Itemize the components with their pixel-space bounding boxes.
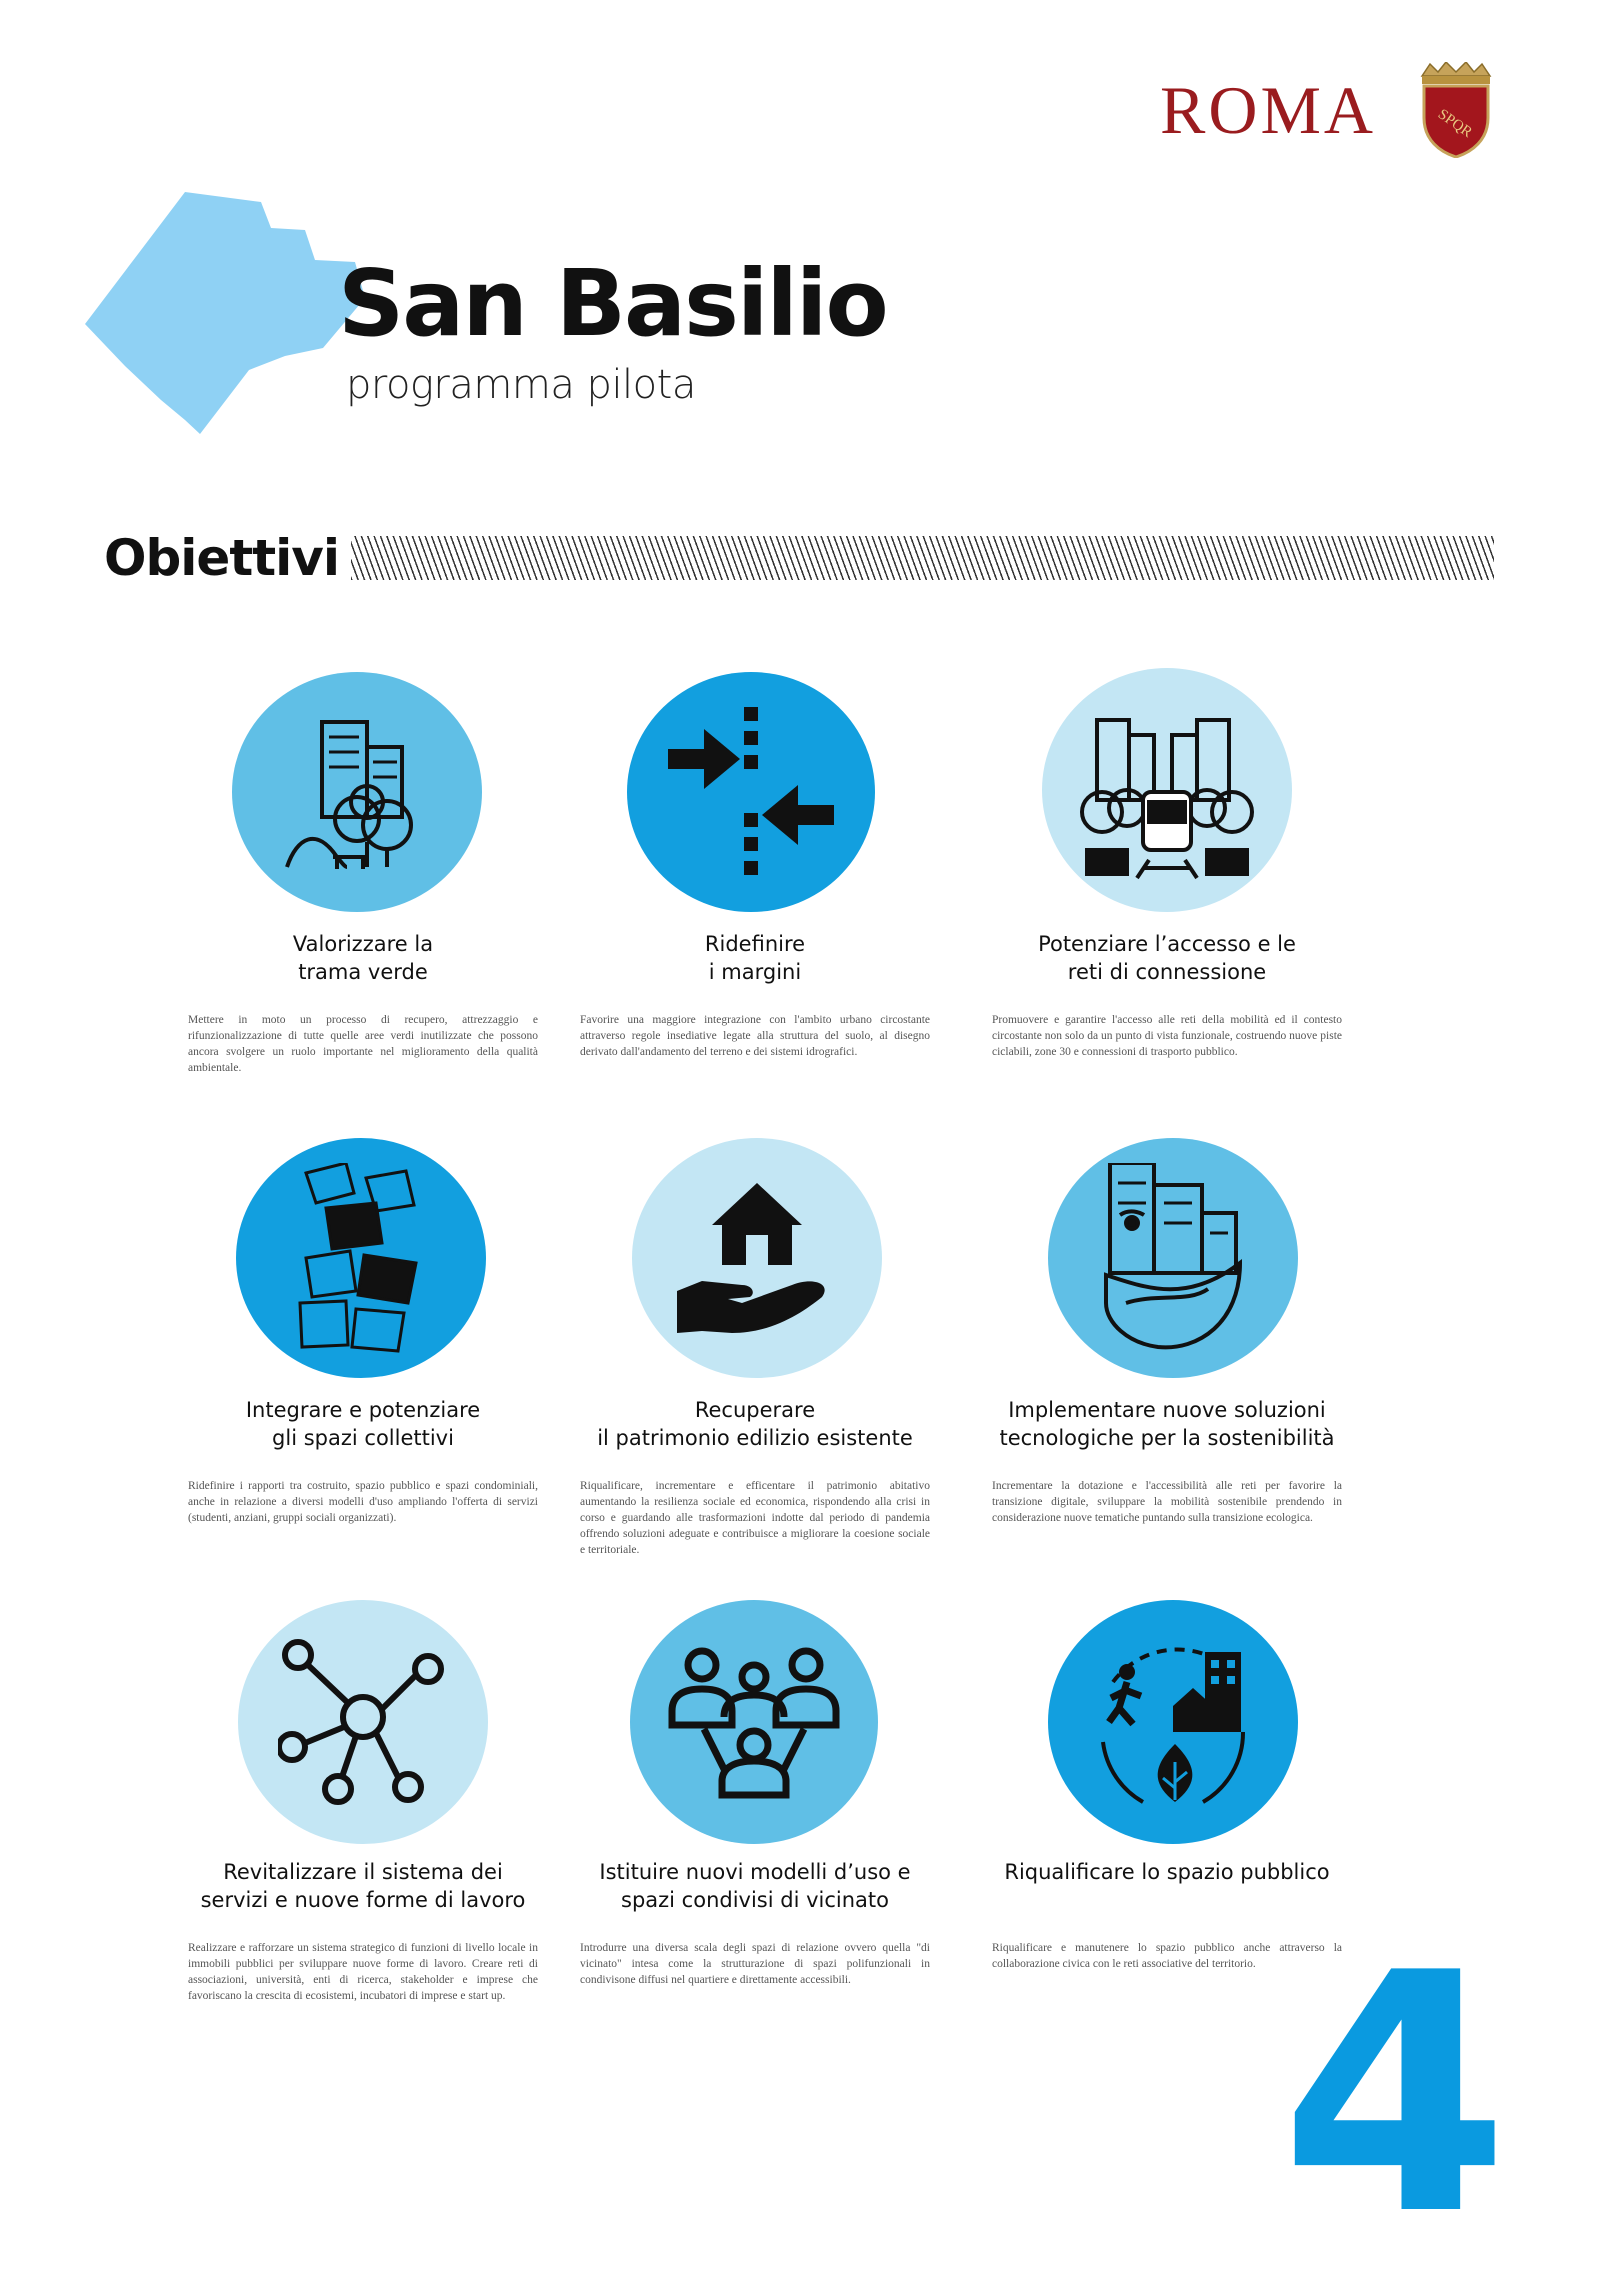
- city-park-icon: [267, 707, 447, 877]
- margins-arrows-icon: [666, 707, 836, 877]
- section-title: Obiettivi: [104, 529, 340, 587]
- smart-city-icon: [1098, 1163, 1248, 1353]
- objective-title-4: Integrare e potenziare gli spazi collettivi: [245, 1398, 481, 1450]
- roma-logo: [1160, 62, 1496, 158]
- objective-title-2: Ridefinire i margini: [704, 932, 806, 984]
- svg-text:SPQR: SPQR: [1434, 106, 1475, 141]
- page-number: 4: [1280, 1903, 1510, 2287]
- objective-circle-9: [1048, 1600, 1298, 1844]
- objective-description-7: Realizzare e rafforzare un sistema strategico di funzioni di livello locale in immobili pubblici per sviluppare nuove forme di lavoro. Creare reti di associazioni, università, enti di ricerca, stakeholder e imprese che favoriscano la crescita di ecosistemi, incubatori di imprese e start up.: [188, 1942, 538, 2002]
- objective-circle-6: [1048, 1138, 1298, 1378]
- objective-description-3: Promuovere e garantire l'accesso alle reti della mobilità ed il contesto circostante non solo da un punto di vista funzionale, costruendo nuove piste ciclabili, zone 30 e connessioni di trasporto pubblico.: [992, 1014, 1342, 1058]
- collective-spaces-icon: [286, 1163, 436, 1353]
- section-header: [104, 528, 1494, 588]
- district-polygon: [85, 192, 365, 434]
- network-icon: [278, 1637, 448, 1807]
- objective-description-8: Introdurre una diversa scala degli spazi di relazione ovvero quella "di vicinato" intesa come la strutturazione di spazi polifunzionali in condivisone diffusi nel quartiere e direttamente accessibili.: [580, 1942, 930, 1986]
- objective-title-3: Potenziare l’accesso e le reti di connessione: [1038, 932, 1296, 984]
- page-subtitle: programma pilota: [346, 362, 696, 408]
- objective-description-9: Riqualificare e manutenere lo spazio pubblico anche attraverso la collaborazione civica con le reti associative del territorio.: [992, 1942, 1342, 1970]
- objective-description-5: Riqualificare, incrementare e efficentare il patrimonio abitativo aumentando la resilienza sociale ed economica, rispondendo alla crisi in corso e guardando alle trasformazioni indotte dal periodo di pandemia offrendo soluzioni adeguate e contribuisce a migliorare la coesione sociale e territoriale.: [580, 1480, 930, 1556]
- crest-icon: [1416, 62, 1496, 158]
- objective-circle-4: [236, 1138, 486, 1378]
- page-title: San Basilio: [338, 250, 887, 357]
- objective-description-4: Ridefinire i rapporti tra costruito, spazio pubblico e spazi condominiali, anche in relazione a diversi modelli d'uso ampliando l'offerta di servizi (studenti, anziani, gruppi sociali organizzati).: [188, 1480, 538, 1524]
- objective-title-1: Valorizzare la trama verde: [292, 932, 434, 984]
- objective-circle-5: [632, 1138, 882, 1378]
- hatch-divider: [351, 536, 1494, 580]
- objective-circle-1: [232, 672, 482, 912]
- objective-title-8: Istituire nuovi modelli d’uso e spazi condivisi di vicinato: [599, 1860, 911, 1912]
- logo-text: ROMA: [1160, 71, 1377, 148]
- objective-description-2: Favorire una maggiore integrazione con l'ambito urbano circostante attraverso regole insediative legate alla struttura del suolo, al disegno derivato dall'andamento del terreno e dei sistemi idrografici.: [580, 1014, 930, 1058]
- public-space-icon: [1083, 1632, 1263, 1812]
- objective-circle-2: [627, 672, 875, 912]
- objective-description-1: Mettere in moto un processo di recupero, attrezzaggio e rifunzionalizzazione di tutte quelle aree verdi inutilizzate che possono ancora svolgere un ruolo importante nel miglioramento della qualità ambientale.: [188, 1014, 538, 1074]
- objective-title-9: Riqualificare lo spazio pubblico: [1004, 1860, 1330, 1884]
- objective-circle-7: [238, 1600, 488, 1844]
- community-icon: [664, 1637, 844, 1807]
- city-tram-icon: [1067, 700, 1267, 880]
- house-in-hand-icon: [672, 1173, 842, 1343]
- objective-circle-3: [1042, 668, 1292, 912]
- objective-title-6: Implementare nuove soluzioni tecnologiche per la sostenibilità: [999, 1398, 1335, 1450]
- district-map-shape: [85, 188, 370, 448]
- objective-title-5: Recuperare il patrimonio edilizio esistente: [597, 1398, 913, 1450]
- objective-circle-8: [630, 1600, 878, 1844]
- objective-description-6: Incrementare la dotazione e l'accessibilità alle reti per favorire la transizione digitale, sviluppare la mobilità sostenibile prendendo in considerazione nuove tematiche puntando sulla transizione ecologica.: [992, 1480, 1342, 1524]
- objective-title-7: Revitalizzare il sistema dei servizi e nuove forme di lavoro: [200, 1860, 526, 1912]
